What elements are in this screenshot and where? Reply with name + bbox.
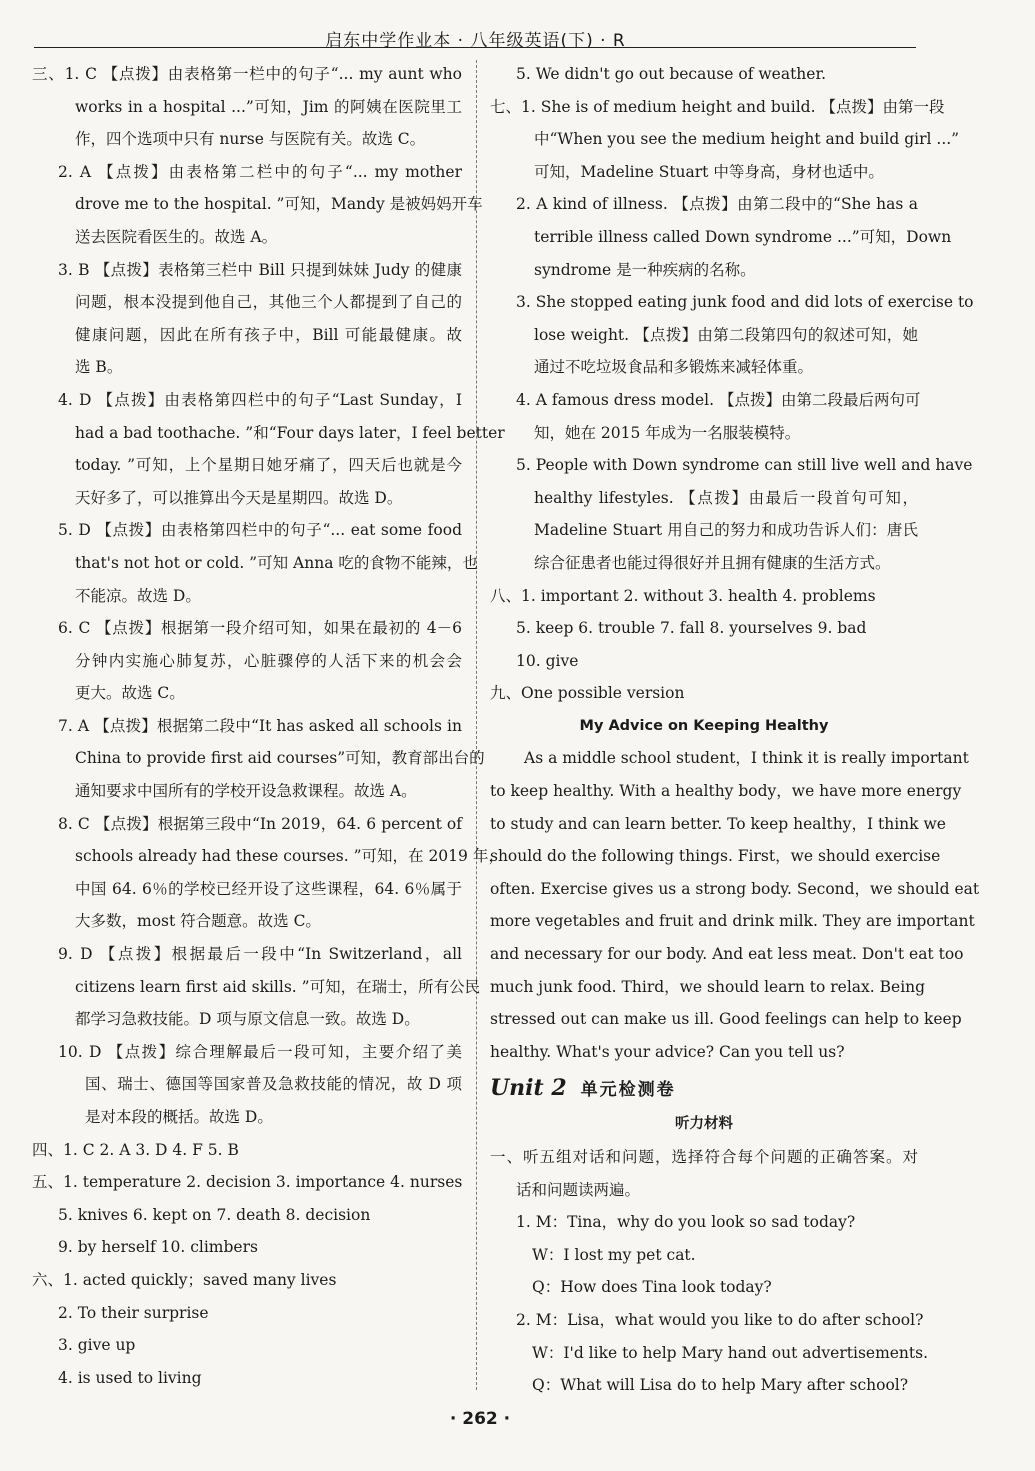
right-column (490, 58, 980, 1402)
header-rule (34, 47, 916, 48)
answer-line: 问题，根本没提到他自己，其他三个人都提到了自己的 (75, 293, 462, 312)
answer-line: 2. A 【点拨】由表格第二栏中的句子“... my mother (58, 162, 462, 181)
answer-line: 6. C 【点拨】根据第一段介绍可知，如果在最初的 4－6 (58, 619, 462, 638)
answer-line: 中国 64. 6％的学校已经开设了这些课程，64. 6％属于 (75, 879, 462, 898)
answer-line: 健康问题，因此在所有孩子中，Bill 可能最健康。故 (75, 325, 462, 344)
answer-line: that's not hot or cold. ”可知 Anna 吃的食物不能辣，也 (75, 553, 478, 572)
answer-line: 4. D 【点拨】由表格第四栏中的句子“Last Sunday，I (58, 390, 462, 409)
answer-line: 5. We didn't go out because of weather. (516, 65, 827, 83)
page-header: 启东中学作业本 · 八年级英语(下) · R (325, 31, 626, 51)
answer-line: 九、One possible version (490, 684, 685, 703)
listening-line: W：I lost my pet cat. (532, 1245, 696, 1264)
answer-line: 是对本段的概括。故选 D。 (85, 1108, 273, 1126)
listening-line: 一、听五组对话和问题，选择符合每个问题的正确答案。对 (490, 1148, 918, 1166)
listening-line: 2. M：Lisa，what would you like to do after school? (516, 1310, 924, 1329)
answer-line: 选 B。 (75, 358, 123, 377)
answer-line: 可知，Madeline Stuart 中等身高，身材也适中。 (534, 162, 884, 181)
answer-line: 分钟内实施心肺复苏，心脏骤停的人活下来的机会会 (75, 651, 462, 670)
answer-line: 通过不吃垃圾食品和多锻炼来减轻体重。 (534, 358, 814, 377)
unit-title: Unit 2 (490, 1075, 567, 1102)
answer-line: 三、1. C 【点拨】由表格第一栏中的句子“... my aunt who (32, 65, 462, 83)
listening-line: Q：How does Tina look today? (532, 1278, 772, 1297)
essay-line: to study and can learn better. To keep healthy，I think we (490, 814, 946, 833)
answer-line: 2. To their surprise (58, 1303, 209, 1322)
answer-line: 5. People with Down syndrome can still live well and have (516, 456, 973, 475)
answer-line: China to provide first aid courses”可知，教育部出台的 (75, 749, 485, 768)
answer-line: had a bad toothache. ”和“Four days later，I feel better (75, 423, 505, 442)
unit-subtitle: 单元检测卷 (580, 1080, 676, 1101)
answer-line: drove me to the hospital. ”可知，Mandy 是被妈妈开车 (75, 195, 483, 214)
answer-line: 4. is used to living (58, 1368, 202, 1387)
answer-line: 送去医院看医生的。故选 A。 (75, 227, 278, 246)
answer-line: 10. give (516, 651, 579, 670)
answer-line: 通知要求中国所有的学校开设急救课程。故选 A。 (75, 782, 417, 801)
answer-line: Madeline Stuart 用自己的努力和成功告诉人们：唐氏 (534, 521, 918, 540)
answer-line: 四、1. C 2. A 3. D 4. F 5. B (32, 1140, 239, 1159)
listening-line: Q：What will Lisa do to help Mary after school? (532, 1376, 909, 1395)
answer-line: 国、瑞士、德国等国家普及急救技能的情况，故 D 项 (85, 1075, 462, 1094)
essay-line: often. Exercise gives us a strong body. Second，we should eat (490, 879, 980, 898)
answer-line: 都学习急救技能。D 项与原文信息一致。故选 D。 (75, 1010, 420, 1029)
answer-line: 5. D 【点拨】由表格第四栏中的句子“... eat some food (58, 521, 462, 540)
listening-line: 1. M：Tina，why do you look so sad today? (516, 1213, 856, 1232)
answer-line: 八、1. important 2. without 3. health 4. problems (490, 586, 876, 605)
answer-line: 3. give up (58, 1336, 136, 1355)
essay-title: My Advice on Keeping Healthy (579, 717, 829, 734)
answer-line: citizens learn first aid skills. ”可知，在瑞士，所有公民 (75, 977, 481, 996)
listening-line: W：I'd like to help Mary hand out advertisements. (532, 1343, 929, 1362)
answer-line: 综合征患者也能过得很好并且拥有健康的生活方式。 (534, 553, 891, 572)
left-column (32, 58, 505, 1394)
essay-line: much junk food. Third，we should learn to relax. Being (490, 977, 926, 996)
essay-line: to keep healthy. With a healthy body，we have more energy (490, 782, 962, 801)
listening-line: 话和问题读两遍。 (516, 1180, 641, 1199)
listening-title: 听力材料 (675, 1116, 733, 1133)
answer-line: works in a hospital ...”可知，Jim 的阿姨在医院里工 (75, 97, 462, 116)
answer-line: 更大。故选 C。 (75, 684, 185, 703)
essay-line: stressed out can make us ill. Good feelings can help to keep (490, 1010, 962, 1029)
essay-line: healthy. What's your advice? Can you tell us? (490, 1042, 845, 1061)
answer-line: 7. A 【点拨】根据第二段中“It has asked all schools in (58, 716, 462, 735)
essay-line: more vegetables and fruit and drink milk. They are important (490, 912, 975, 931)
essay-line: As a middle school student，I think it is really important (524, 749, 969, 768)
answer-line: 五、1. temperature 2. decision 3. importance 4. nurses (32, 1173, 463, 1192)
answer-line: healthy lifestyles. 【点拨】由最后一段首句可知， (534, 488, 918, 507)
answer-line: 天好多了，可以推算出今天是星期四。故选 D。 (75, 488, 403, 507)
answer-line: 中“When you see the medium height and build girl ...” (534, 130, 960, 149)
column-divider (476, 60, 477, 1390)
answer-line: lose weight. 【点拨】由第二段第四句的叙述可知，她 (534, 325, 918, 344)
page-number: · 262 · (449, 1409, 511, 1429)
answer-line: 9. by herself 10. climbers (58, 1238, 258, 1257)
answer-line: 七、1. She is of medium height and build. 【点拨】由第一段 (490, 97, 945, 116)
answer-line: 8. C 【点拨】根据第三段中“In 2019，64. 6 percent of (58, 814, 462, 833)
answer-line: 六、1. acted quickly；saved many lives (32, 1270, 337, 1289)
essay-line: should do the following things. First，we should exercise (490, 847, 941, 866)
essay-line: and necessary for our body. And eat less meat. Don't eat too (490, 945, 964, 964)
answer-line: 2. A kind of illness. 【点拨】由第二段中的“She has a (516, 195, 918, 214)
answer-line: 知，她在 2015 年成为一名服装模特。 (534, 423, 801, 442)
answer-line: 5. knives 6. kept on 7. death 8. decision (58, 1205, 371, 1224)
answer-line: 10. D 【点拨】综合理解最后一段可知，主要介绍了美 (58, 1042, 462, 1061)
answer-line: syndrome 是一种疾病的名称。 (534, 260, 756, 279)
answer-line: 3. She stopped eating junk food and did lots of exercise to (516, 293, 974, 312)
answer-line: 大多数，most 符合题意。故选 C。 (75, 912, 321, 931)
unit-heading (490, 1068, 918, 1108)
answer-line: 作，四个选项中只有 nurse 与医院有关。故选 C。 (75, 130, 426, 149)
answer-line: 9. D 【点拨】根据最后一段中“In Switzerland，all (58, 945, 462, 964)
answer-line: 不能凉。故选 D。 (75, 586, 201, 605)
answer-line: schools already had these courses. ”可知，在 2019 年， (75, 847, 504, 866)
answer-line: 3. B 【点拨】表格第三栏中 Bill 只提到妹妹 Judy 的健康 (58, 260, 462, 279)
answer-line: terrible illness called Down syndrome ...”可知，Down (534, 227, 952, 246)
answer-line: 4. A famous dress model. 【点拨】由第二段最后两句可 (516, 390, 921, 409)
answer-line: 5. keep 6. trouble 7. fall 8. yourselves 9. bad (516, 619, 867, 638)
answer-line: today. ”可知，上个星期日她牙痛了，四天后也就是今 (75, 456, 462, 475)
